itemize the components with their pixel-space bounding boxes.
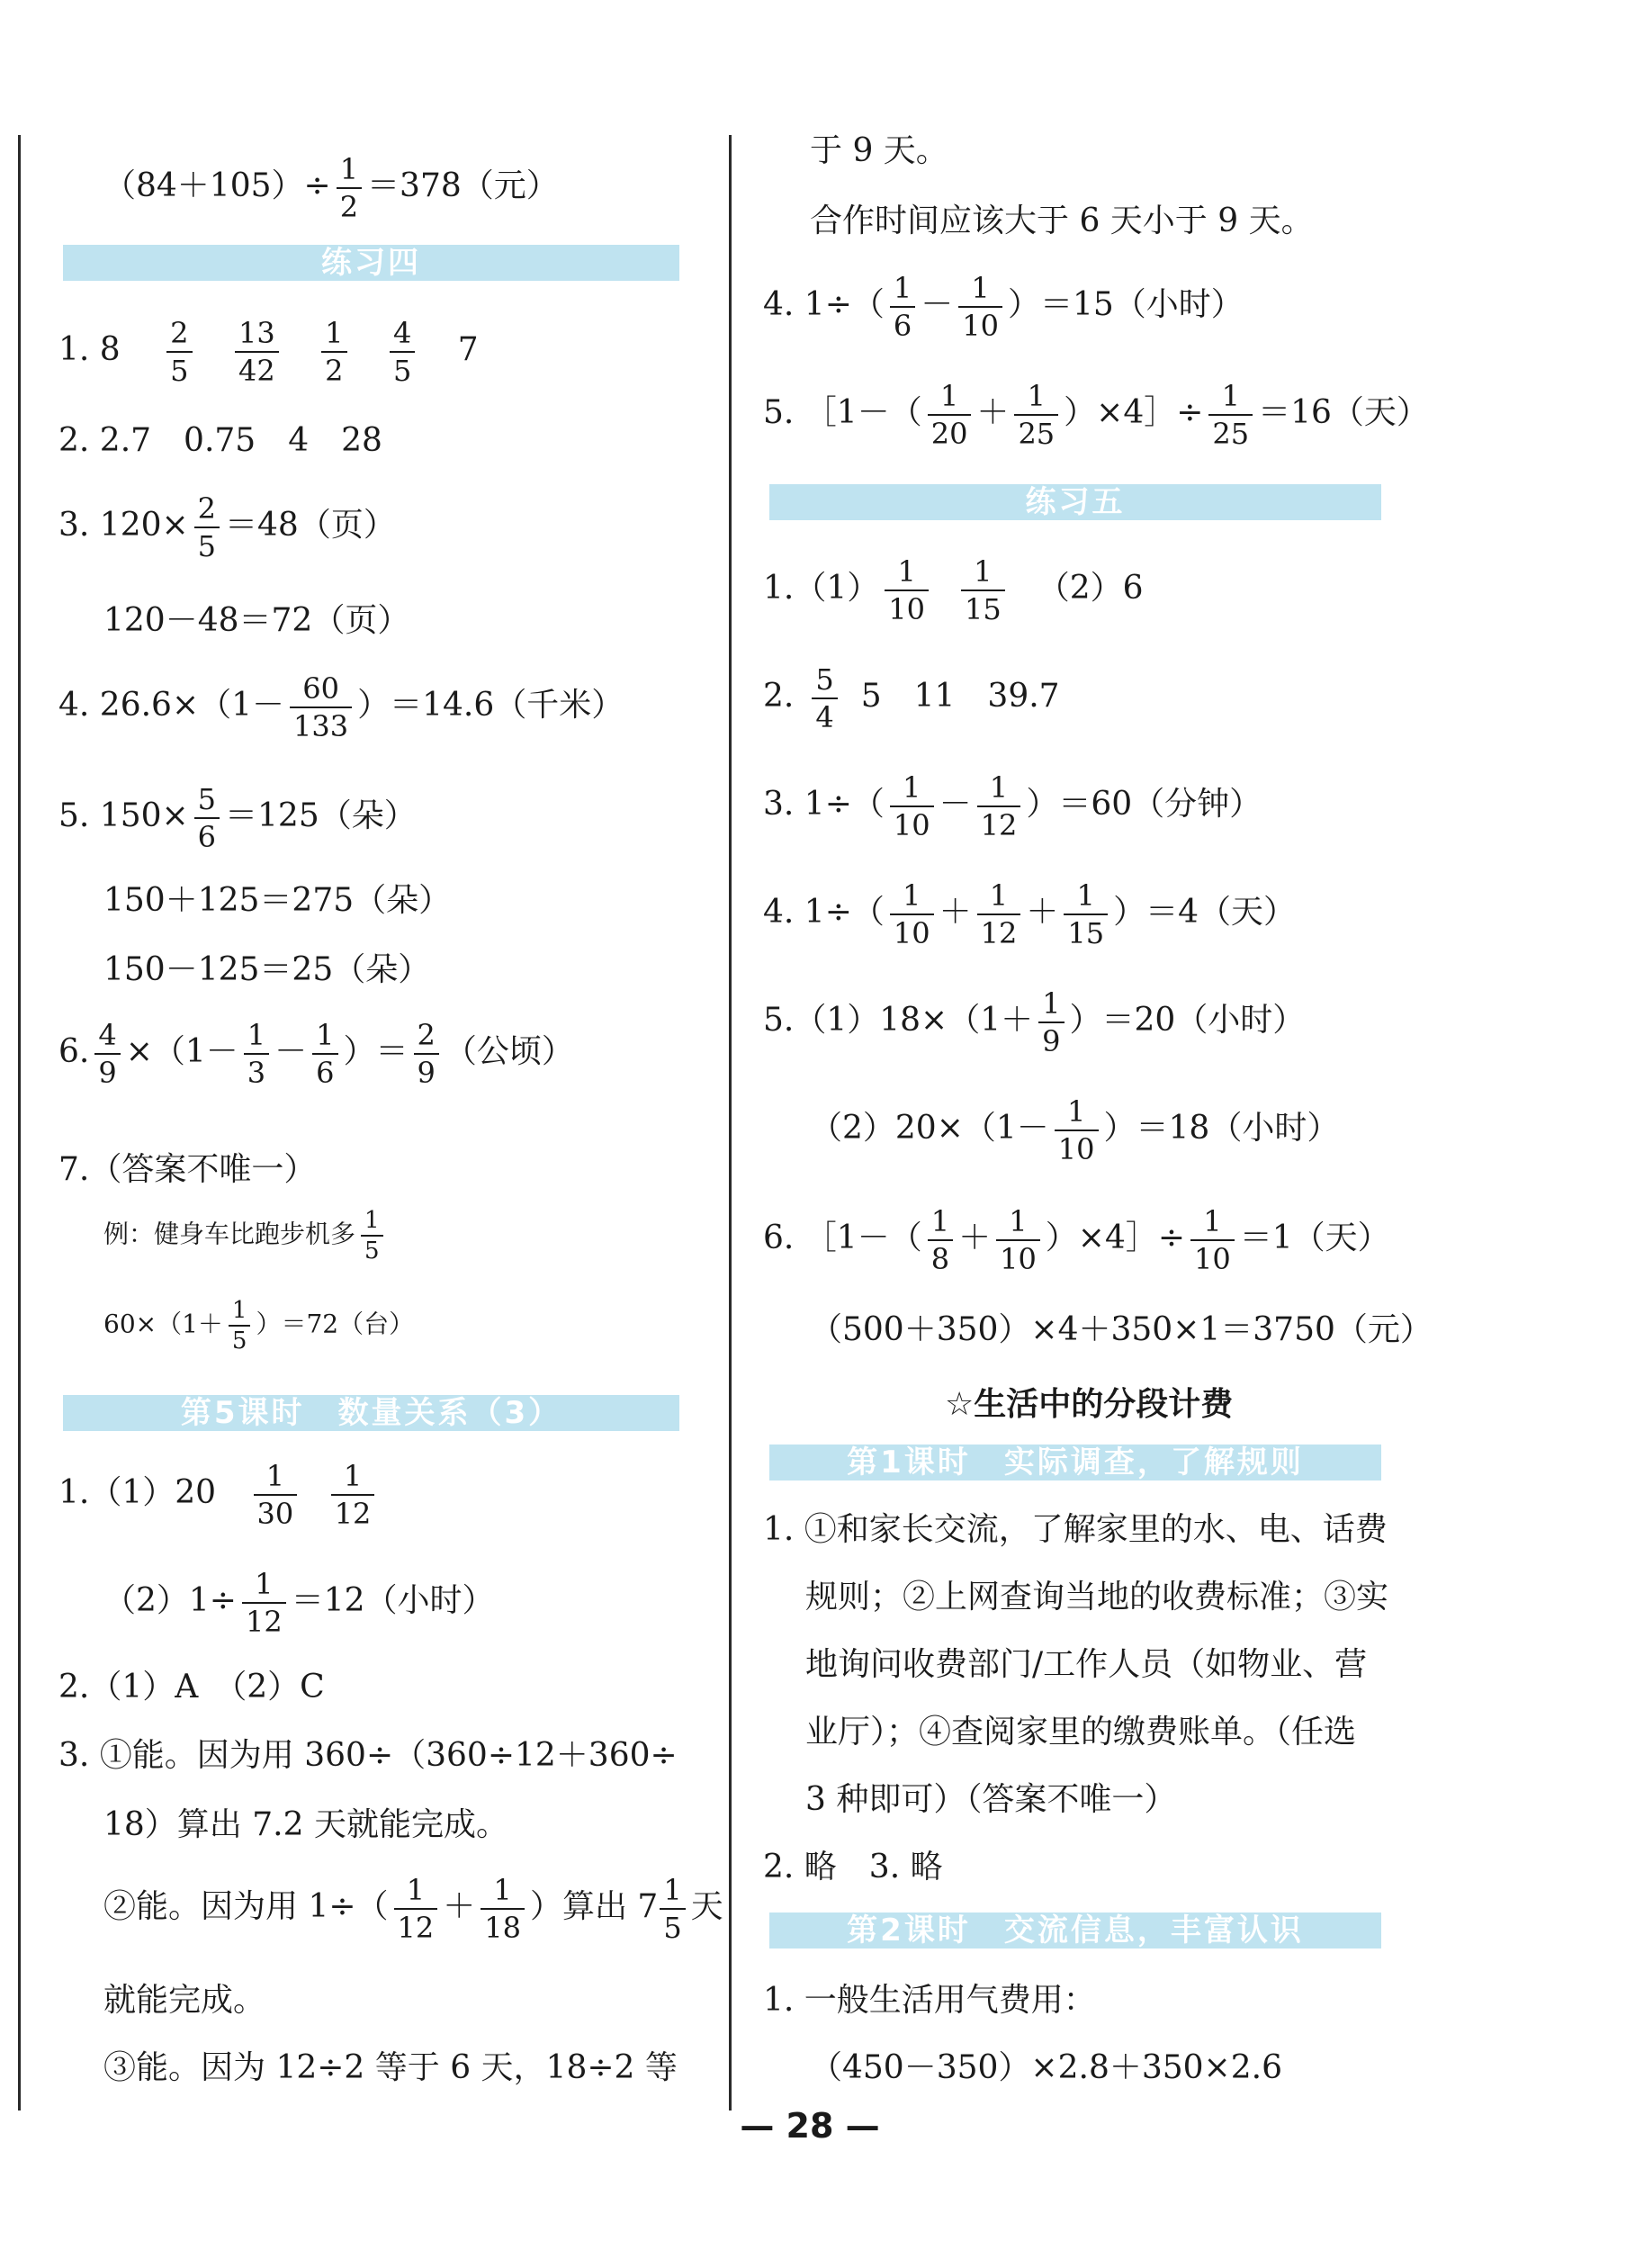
r-answer-4: 4. 1÷（ $\frac{1}{6}$ － $\frac{1}{10}$ ）＝15（小时） — [763, 271, 1244, 343]
header-lesson-2: 第2课时 交流信息，丰富认识 — [769, 1912, 1381, 1948]
answer-6: 6. $\frac{4}{9}$ ×（1－ $\frac{1}{3}$ － $\frac{1}{6}$ ）＝ $\frac{2}{9}$ （公顷） — [58, 1018, 574, 1090]
header-lesson-1: 第1课时 实际调查，了解规则 — [769, 1444, 1381, 1480]
l1-answer-1a: 1. ①和家长交流，了解家里的水、电、话费 — [763, 1511, 1388, 1548]
column-divider — [729, 135, 732, 2110]
section-title: ☆生活中的分段计费 — [945, 1386, 1234, 1423]
p5-answer-1: 1.（1） $\frac{1}{10}$ $\frac{1}{15}$ （2）6 — [763, 554, 1144, 626]
answer-5c: 150－125＝25（朵） — [103, 951, 431, 988]
l1-answer-1b: 规则；②上网查询当地的收费标准；③实 — [805, 1579, 1389, 1616]
lesson5-answer-1: 1.（1）20 $\frac{1}{30}$ $\frac{1}{12}$ — [58, 1458, 380, 1532]
lesson5-answer-3a: 3. ①能。因为用 360÷（360÷12＋360÷ — [58, 1737, 678, 1774]
header-practice-5: 练习五 — [769, 484, 1381, 520]
header-practice-4: 练习四 — [63, 245, 679, 281]
answer-4: 4. 26.6×（1－ $\frac{60}{133}$ ）＝14.6（千米） — [58, 671, 624, 743]
p5-answer-6b: （500＋350）×4＋350×1＝3750（元） — [810, 1311, 1433, 1348]
answer-5a: 5. 150× $\frac{5}{6}$ ＝125（朵） — [58, 782, 417, 854]
answer-3a: 3. 120× $\frac{2}{5}$ ＝48（页） — [58, 491, 396, 563]
page-number: — 28 — — [740, 2106, 880, 2146]
p5-answer-5b: （2）20×（1－ $\frac{1}{10}$ ）＝18（小时） — [810, 1094, 1340, 1166]
answer-7: 7.（答案不唯一） — [58, 1151, 317, 1188]
p5-answer-5a: 5.（1）18×（1＋ $\frac{1}{9}$ ）＝20（小时） — [763, 986, 1306, 1058]
lesson5-answer-1-2: （2）1÷ $\frac{1}{12}$ ＝12（小时） — [103, 1567, 495, 1639]
p5-answer-2: 2. $\frac{5}{4}$ 5 11 39.7 — [763, 662, 1060, 734]
answer-1: 1. 8 $\frac{2}{5}$ $\frac{13}{42}$ $\frac{1}{2}$ $\frac{4}{5}$ 7 — [58, 316, 479, 388]
l1-answer-2-3: 2. 略 3. 略 — [763, 1849, 943, 1886]
answer-5b: 150＋125＝275（朵） — [103, 882, 452, 919]
left-margin-rule — [18, 135, 21, 2110]
answer-3b: 120－48＝72（页） — [103, 602, 410, 639]
lesson5-answer-3e: ③能。因为 12÷2 等于 6 天，18÷2 等 — [103, 2049, 678, 2086]
answer-7-calc: 60×（1＋ $\frac{1}{5}$ ）＝72（台） — [103, 1297, 415, 1354]
p5-answer-4: 4. 1÷（ $\frac{1}{10}$ ＋ $\frac{1}{12}$ ＋ $\frac{1}{15}$ ）＝4（天） — [763, 878, 1296, 950]
p5-answer-6: 6. ［1－（ $\frac{1}{8}$ ＋ $\frac{1}{10}$ ）×4］÷ $\frac{1}{10}$ ＝1（天） — [763, 1204, 1390, 1276]
header-lesson-5: 第5课时 数量关系（3） — [63, 1395, 679, 1431]
l1-answer-1c: 地询问收费部门/工作人员（如物业、营 — [805, 1646, 1368, 1683]
lesson5-answer-2: 2.（1）A （2）C — [58, 1669, 325, 1706]
p5-answer-3: 3. 1÷（ $\frac{1}{10}$ － $\frac{1}{12}$ ）＝60（分钟） — [763, 770, 1262, 842]
lesson5-answer-3b: 18）算出 7.2 天就能完成。 — [103, 1806, 508, 1843]
lesson5-answer-3c: ②能。因为用 1÷（ $\frac{1}{12}$ ＋ $\frac{1}{18}$ ）算出 7 $\frac{1}{5}$ 天 — [103, 1873, 723, 1945]
eq-total-cost: （84＋105）÷ $\frac{1}{2}$ ＝378（元） — [103, 152, 559, 224]
l2-answer-1: 1. 一般生活用气费用： — [763, 1982, 1096, 2019]
answer-7-example: 例：健身车比跑步机多 $\frac{1}{5}$ — [103, 1206, 389, 1265]
r-answer-5: 5. ［1－（ $\frac{1}{20}$ ＋ $\frac{1}{25}$ ）×4］÷ $\frac{1}{25}$ ＝16（天） — [763, 379, 1429, 451]
r-continued-1: 于 9 天。 — [810, 132, 948, 169]
answer-2: 2. 2.7 0.75 4 28 — [58, 422, 382, 459]
r-continued-2: 合作时间应该大于 6 天小于 9 天。 — [810, 202, 1314, 239]
lesson5-answer-3d: 就能完成。 — [103, 1982, 266, 2019]
l2-answer-1-calc: （450－350）×2.8＋350×2.6 — [810, 2049, 1282, 2086]
l1-answer-1d: 业厅）；④查阅家里的缴费账单。（任选 — [805, 1714, 1357, 1750]
l1-answer-1e: 3 种即可）（答案不唯一） — [805, 1781, 1177, 1818]
